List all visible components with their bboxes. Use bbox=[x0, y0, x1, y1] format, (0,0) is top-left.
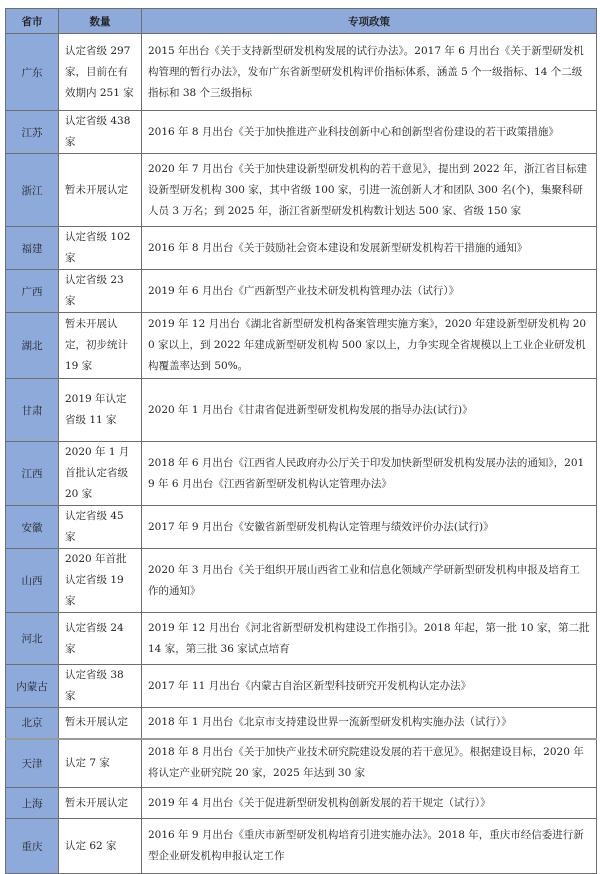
table-row bbox=[6, 819, 597, 874]
policy-cell: 2017 年 11 月出台《内蒙古自治区新型科技研究开发机构认定办法》 bbox=[142, 665, 597, 708]
policy-cell: 2019 年 6 月出台《广西新型产业技术研发机构管理办法（试行）》 bbox=[142, 270, 597, 313]
policy-cell: 2020 年 3 月出台《关于组织开展山西省工业和信息化领域产学研新型研发机构申报及培育工作的通知》 bbox=[142, 549, 597, 613]
table-row bbox=[6, 270, 597, 313]
policy-cell: 2016 年 9 月出台《重庆市新型研发机构培育引进实施办法》。2018 年，重庆市经信委进行新型企业研发机构申报认定工作 bbox=[142, 819, 597, 874]
policy-cell: 2020 年 1 月出台《甘肃省促进新型研发机构发展的指导办法(试行)》 bbox=[142, 379, 597, 442]
province-cell: 安徽 bbox=[6, 506, 59, 549]
quantity-cell: 暂未开展认定，初步统计 19 家 bbox=[59, 313, 142, 379]
table-row bbox=[6, 665, 597, 708]
province-cell: 广东 bbox=[6, 34, 59, 111]
table-row bbox=[6, 549, 597, 613]
quantity-cell: 2020 年 1 月首批认定省级 20 家 bbox=[59, 442, 142, 506]
province-cell: 山西 bbox=[6, 549, 59, 613]
table-row bbox=[6, 788, 597, 819]
table-row bbox=[6, 111, 597, 154]
header-province: 省市 bbox=[6, 9, 59, 34]
quantity-cell: 认定 62 家 bbox=[59, 819, 142, 874]
province-cell: 广西 bbox=[6, 270, 59, 313]
table-row bbox=[6, 227, 597, 270]
quantity-cell: 认定省级 45 家 bbox=[59, 506, 142, 549]
province-cell: 福建 bbox=[6, 227, 59, 270]
quantity-cell: 2020 年首批认定省级 19 家 bbox=[59, 549, 142, 613]
policy-cell: 2019 年 4 月出台《关于促进新型研发机构创新发展的若干规定（试行）》 bbox=[142, 788, 597, 819]
quantity-cell: 认定省级 23 家 bbox=[59, 270, 142, 313]
province-cell: 重庆 bbox=[6, 819, 59, 874]
policy-cell: 2016 年 8 月出台《关于鼓励社会资本建设和发展新型研发机构若干措施的通知》 bbox=[142, 227, 597, 270]
table-row bbox=[6, 613, 597, 665]
policy-cell: 2019 年 12 月出台《湖北省新型研发机构备案管理实施方案》，2020 年建设新型研发机构 200 家以上，到 2022 年建成新型研发机构 500 家以上，力争实现全省规模以上工业企业研发机构覆盖率达到 50%。 bbox=[142, 313, 597, 379]
quantity-cell: 暂未开展认定 bbox=[59, 154, 142, 227]
policy-cell: 2018 年 6 月出台《江西省人民政府办公厅关于印发加快新型研发机构发展办法的通知》，2019 年 6 月出台《江西省新型研发机构认定管理办法》 bbox=[142, 442, 597, 506]
policy-table bbox=[5, 8, 597, 874]
policy-cell: 2017 年 9 月出台《安徽省新型研发机构认定管理与绩效评价办法(试行)》 bbox=[142, 506, 597, 549]
policy-cell: 2018 年 1 月出台《北京市支持建设世界一流新型研发机构实施办法（试行）》 bbox=[142, 708, 597, 739]
province-cell: 天津 bbox=[6, 739, 59, 788]
table-row bbox=[6, 506, 597, 549]
quantity-cell: 认定省级 102 家 bbox=[59, 227, 142, 270]
province-cell: 上海 bbox=[6, 788, 59, 819]
table-row bbox=[6, 34, 597, 111]
quantity-cell: 认定省级 297 家，目前在有效期内 251 家 bbox=[59, 34, 142, 111]
table-row bbox=[6, 313, 597, 379]
table-row bbox=[6, 379, 597, 442]
province-cell: 北京 bbox=[6, 708, 59, 739]
province-cell: 内蒙古 bbox=[6, 665, 59, 708]
quantity-cell: 2019 年认定省级 11 家 bbox=[59, 379, 142, 442]
policy-cell: 2020 年 7 月出台《关于加快建设新型研发机构的若干意见》，提出到 2022 年，浙江省目标建设新型研发机构 300 家，其中省级 100 家，引进一流创新人才和团队 300 名(个)，集聚科研人员 3 万名；到 2025 年，浙江省新型研发机构数计划达 500 家、省级 150 家 bbox=[142, 154, 597, 227]
table-row bbox=[6, 154, 597, 227]
policy-cell: 2016 年 8 月出台《关于加快推进产业科技创新中心和创新型省份建设的若干政策措施》 bbox=[142, 111, 597, 154]
header-quantity: 数量 bbox=[59, 9, 142, 34]
province-cell: 浙江 bbox=[6, 154, 59, 227]
table-row bbox=[6, 708, 597, 739]
quantity-cell: 认定省级 24 家 bbox=[59, 613, 142, 665]
policy-cell: 2018 年 8 月出台《关于加快产业技术研究院建设发展的若干意见》。根据建设目标，2020 年将认定产业研究院 20 家，2025 年达到 30 家 bbox=[142, 739, 597, 788]
province-cell: 河北 bbox=[6, 613, 59, 665]
quantity-cell: 认定省级 438 家 bbox=[59, 111, 142, 154]
table-row bbox=[6, 739, 597, 788]
header-policy: 专项政策 bbox=[142, 9, 597, 34]
quantity-cell: 认定 7 家 bbox=[59, 739, 142, 788]
quantity-cell: 暂未开展认定 bbox=[59, 708, 142, 739]
province-cell: 江西 bbox=[6, 442, 59, 506]
table-header-row bbox=[6, 9, 597, 34]
province-cell: 湖北 bbox=[6, 313, 59, 379]
quantity-cell: 暂未开展认定 bbox=[59, 788, 142, 819]
quantity-cell: 认定省级 38 家 bbox=[59, 665, 142, 708]
province-cell: 江苏 bbox=[6, 111, 59, 154]
policy-cell: 2015 年出台《关于支持新型研发机构发展的试行办法》。2017 年 6 月出台《关于新型研发机构管理的暂行办法》，发布广东省新型研发机构评价指标体系，涵盖 5 个一级指标、14 个二级指标和 38 个三级指标 bbox=[142, 34, 597, 111]
province-cell: 甘肃 bbox=[6, 379, 59, 442]
table-row bbox=[6, 442, 597, 506]
policy-cell: 2019 年 12 月出台《河北省新型研发机构建设工作指引》。2018 年起，第一批 10 家，第二批 14 家，第三批 36 家试点培育 bbox=[142, 613, 597, 665]
